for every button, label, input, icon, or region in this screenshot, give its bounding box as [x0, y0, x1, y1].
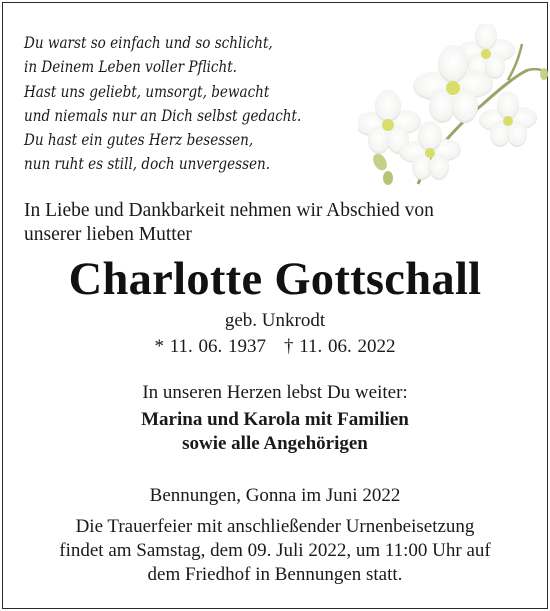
poem-line: Hast uns geliebt, umsorgt, bewacht: [24, 82, 270, 101]
birth-name: geb. Unkrodt: [224, 310, 326, 331]
poem-line: Du warst so einfach und so schlicht,: [24, 34, 273, 52]
birth-date: * 11. 06. 1937: [154, 336, 266, 357]
orchid-image: [358, 24, 548, 194]
funeral-line: dem Friedhof in Bennungen statt.: [147, 564, 403, 585]
life-dates: [0, 335, 550, 359]
death-date: † 11. 06. 2022: [284, 336, 396, 357]
funeral-line: Die Trauerfeier mit anschließender Urnenbeisetzung: [75, 516, 475, 537]
place-date: Bennungen, Gonna im Juni 2022: [149, 485, 401, 506]
mourner-line: sowie alle Angehörigen: [182, 433, 368, 454]
poem-line: in Deinem Leben voller Pflicht.: [24, 58, 237, 77]
memorial-poem: [24, 31, 301, 177]
mourners-intro: In unseren Herzen lebst Du weiter:: [142, 382, 408, 403]
intro-line: In Liebe und Dankbarkeit nehmen wir Abschied von: [24, 200, 434, 221]
funeral-line: findet am Samstag, dem 09. Juli 2022, um 11:00 Uhr auf: [59, 540, 491, 561]
poem-line: Du hast ein gutes Herz besessen,: [24, 131, 254, 150]
funeral-notice: [0, 515, 550, 587]
intro-line: unserer lieben Mutter: [24, 224, 192, 245]
mourners-list: [0, 408, 550, 456]
farewell-intro: [24, 199, 524, 247]
deceased-name: Charlotte Gottschall: [68, 254, 482, 305]
mourner-line: Marina und Karola mit Familien: [141, 409, 409, 430]
poem-line: nun ruht es still, doch unvergessen.: [24, 155, 271, 174]
poem-line: und niemals nur an Dich selbst gedacht.: [24, 106, 302, 125]
